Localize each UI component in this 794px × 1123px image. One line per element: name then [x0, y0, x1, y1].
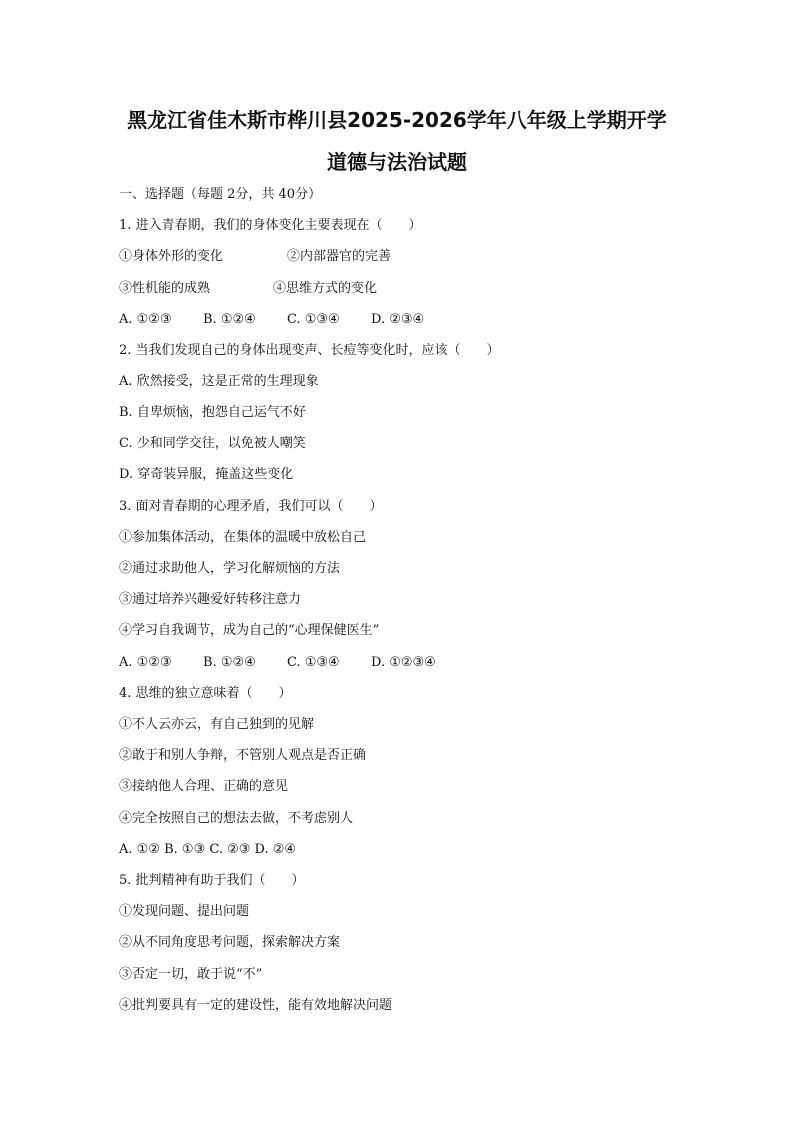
question-5-item-3: ③否定一切，敢于说“不” [119, 967, 263, 982]
question-1-options [119, 311, 424, 329]
question-3-option-d: D. ①②③④ [371, 655, 436, 670]
question-3-stem: 3. 面对青春期的心理矛盾，我们可以（ ） [119, 499, 383, 514]
question-1-option-d: D. ②③④ [371, 312, 425, 327]
question-3-option-a: A. ①②③ [119, 655, 172, 670]
question-4-item-1: ①不人云亦云，有自己独到的见解 [119, 717, 315, 732]
question-1-option-a: A. ①②③ [119, 312, 172, 327]
question-1-items-row-2 [119, 280, 378, 298]
question-2-choice-c: C. 少和同学交往，以免被人嘲笑 [119, 436, 306, 451]
question-1-item-2: ②内部器官的完善 [287, 249, 392, 264]
question-3-option-c: C. ①③④ [287, 655, 340, 670]
question-5-item-1: ①发现问题、提出问题 [119, 904, 250, 919]
question-1-option-c: C. ①③④ [287, 312, 340, 327]
question-2-choice-d: D. 穿奇装异服，掩盖这些变化 [119, 467, 294, 482]
question-2-stem: 2. 当我们发现自己的身体出现变声、长痘等变化时，应该（ ） [119, 343, 500, 358]
question-4-item-2: ②敢于和别人争辩，不管别人观点是否正确 [119, 748, 367, 763]
question-4-item-4: ④完全按照自己的想法去做，不考虑别人 [119, 811, 354, 826]
question-2-choice-b: B. 自卑烦恼，抱怨自己运气不好 [119, 405, 306, 420]
question-5-item-2: ②从不同角度思考问题，探索解决方案 [119, 935, 341, 950]
question-3-options [119, 654, 436, 672]
question-1-item-3: ③性机能的成熟 [119, 281, 211, 296]
question-1-items-row-1 [119, 248, 392, 266]
question-3-item-3: ③通过培养兴趣爱好转移注意力 [119, 592, 302, 607]
question-5-stem: 5. 批判精神有助于我们（ ） [119, 873, 305, 888]
question-4-options: A. ①② B. ①③ C. ②③ D. ②④ [119, 842, 297, 857]
question-3-option-b: B. ①②④ [203, 655, 256, 670]
section-heading: 一、选择题（每题 2分，共 40分） [119, 187, 322, 202]
question-3-item-4: ④学习自我调节，成为自己的“心理保健医生” [119, 623, 380, 638]
question-1-item-4: ④思维方式的变化 [273, 281, 378, 296]
question-2-choice-a: A. 欣然接受，这是正常的生理现象 [119, 374, 319, 389]
document-title-line-1: 黑龙江省佳木斯市桦川县2025-2026学年八年级上学期开学 [127, 108, 667, 132]
question-1-item-1: ①身体外形的变化 [119, 249, 224, 264]
question-4-stem: 4. 思维的独立意味着（ ） [119, 686, 292, 701]
question-1-stem: 1. 进入青春期，我们的身体变化主要表现在（ ） [119, 218, 422, 233]
question-3-item-1: ①参加集体活动，在集体的温暖中放松自己 [119, 530, 367, 545]
question-3-item-2: ②通过求助他人，学习化解烦恼的方法 [119, 561, 341, 576]
question-4-item-3: ③接纳他人合理、正确的意见 [119, 779, 289, 794]
question-1-option-b: B. ①②④ [203, 312, 256, 327]
document-title-line-2: 道德与法治试题 [327, 150, 467, 174]
question-5-item-4: ④批判要具有一定的建设性，能有效地解决问题 [119, 998, 393, 1013]
